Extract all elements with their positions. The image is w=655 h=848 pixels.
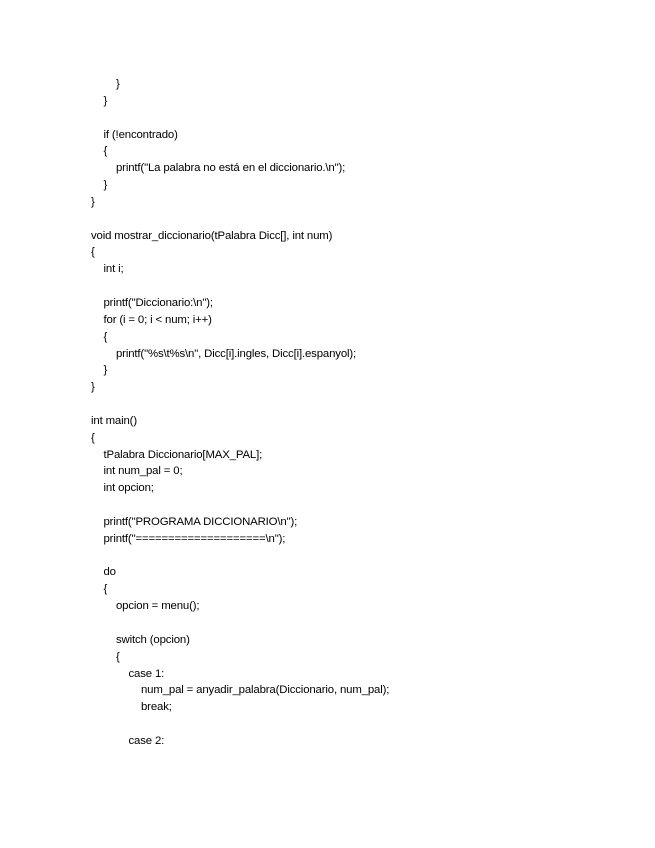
code-listing (91, 76, 611, 750)
code-line: if (!encontrado) (103, 128, 178, 141)
blank-line (91, 211, 611, 228)
code-line: { (103, 145, 108, 158)
code-line: int opcion; (103, 482, 154, 495)
code-line: tPalabra Diccionario[MAX_PAL]; (103, 448, 263, 461)
blank-line (91, 716, 611, 733)
blank-line (91, 278, 611, 295)
code-line: case 1: (128, 667, 165, 680)
code-line: opcion = menu(); (116, 600, 200, 613)
code-line: printf("PROGRAMA DICCIONARIO\n"); (103, 515, 298, 528)
blank-line (91, 615, 611, 632)
code-line: switch (opcion) (116, 633, 190, 646)
code-line: } (103, 94, 108, 107)
blank-line (91, 110, 611, 127)
code-line: } (103, 179, 108, 192)
code-line: { (103, 330, 108, 343)
code-line: } (91, 195, 95, 208)
code-line: case 2: (128, 734, 165, 747)
code-line: for (i = 0; i < num; i++) (103, 313, 212, 326)
code-line: break; (141, 701, 172, 714)
code-line: int num_pal = 0; (103, 465, 183, 478)
code-line: { (116, 650, 120, 663)
code-line: printf("%s\t%s\n", Dicc[i].ingles, Dicc[i].espanyol); (116, 347, 357, 360)
code-line: { (91, 246, 95, 259)
code-line: do (103, 566, 116, 579)
code-line: void mostrar_diccionario(tPalabra Dicc[], int num) (91, 229, 333, 242)
code-line: { (91, 431, 95, 444)
code-line: printf("====================\n"); (103, 532, 286, 545)
code-line: int i; (103, 263, 124, 276)
blank-line (91, 396, 611, 413)
code-line: } (116, 78, 120, 90)
code-line: } (91, 381, 95, 394)
blank-line (91, 497, 611, 514)
code-line: } (103, 364, 108, 377)
code-line: printf("Diccionario:\n"); (103, 296, 213, 309)
code-line: printf("La palabra no está en el diccionario.\n"); (116, 162, 346, 175)
code-line: int main() (91, 414, 137, 427)
code-line: { (103, 583, 108, 596)
blank-line (91, 548, 611, 565)
code-line: num_pal = anyadir_palabra(Diccionario, num_pal); (141, 684, 390, 697)
